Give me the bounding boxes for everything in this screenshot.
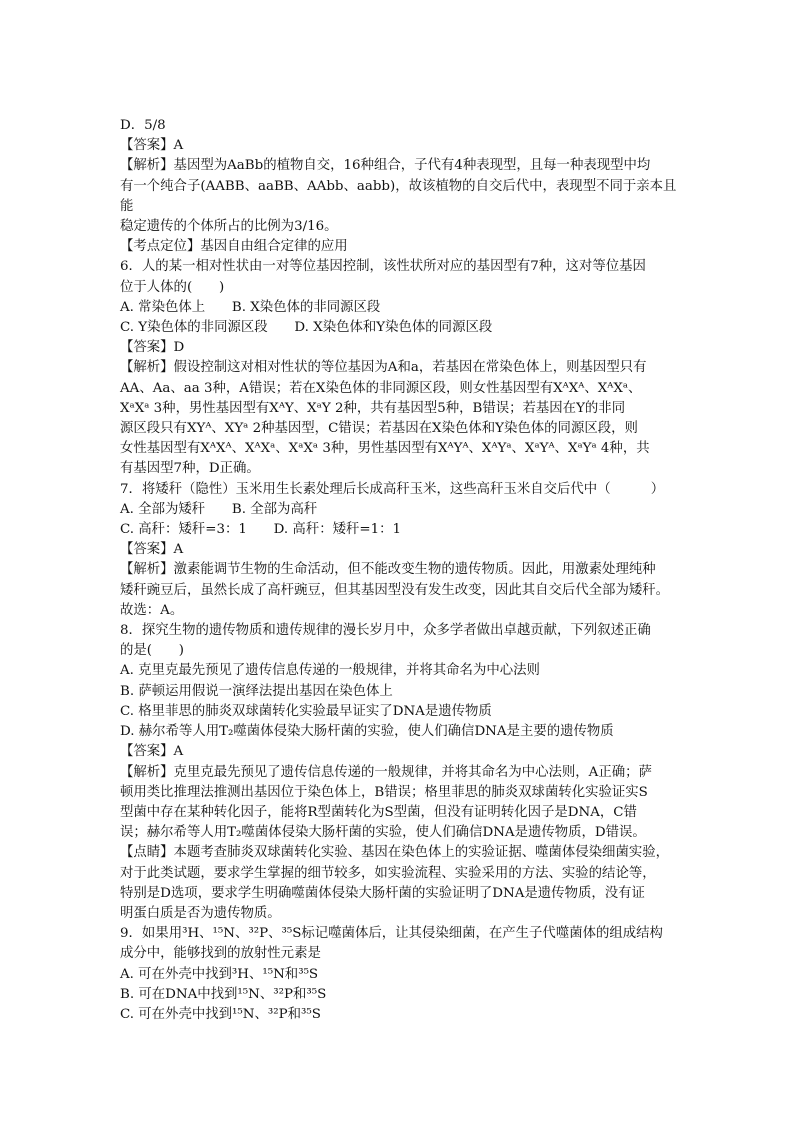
text-line: C. Y染色体的非同源区段 D. X染色体和Y染色体的同源区段 <box>120 320 493 336</box>
text-line: 成分中，能够找到的放射性元素是 <box>120 946 321 962</box>
text-line: 顿用类比推理法推测出基因位于染色体上，B错误；格里菲思的肺炎双球菌转化实验证实S <box>120 784 648 800</box>
text-line: D．5/8 <box>120 118 166 133</box>
text-line: 【答案】D <box>120 340 185 356</box>
text-line: 【考点定位】基因自由组合定律的应用 <box>120 239 348 255</box>
text-line: 【解析】假设控制这对相对性状的等位基因为A和a，若基因在常染色体上，则基因型只有 <box>120 360 647 376</box>
text-line: A. 全部为矮秆 B. 全部为高秆 <box>120 501 318 517</box>
text-line: 8．探究生物的遗传物质和遗传规律的漫长岁月中，众多学者做出卓越贡献，下列叙述正确 <box>120 623 651 639</box>
text-line: 矮秆豌豆后，虽然长成了高杆豌豆，但其基因型没有发生改变，因此其自交后代全部为矮秆。 <box>120 582 670 598</box>
text-line: B. 可在DNA中找到¹⁵N、³²P和³⁵S <box>120 986 327 1002</box>
text-line: 9．如果用³H、¹⁵N、³²P、³⁵S标记噬菌体后，让其侵染细菌，在产生子代噬菌体的组成结构 <box>120 926 663 942</box>
text-line: 稳定遗传的个体所占的比例为3/16。 <box>120 219 338 235</box>
text-line: 对于此类试题，要求学生掌握的细节较多，如实验流程、实验采用的方法、实验的结论等， <box>120 865 656 881</box>
text-line: 【解析】激素能调节生物的生命活动，但不能改变生物的遗传物质。因此，用激素处理纯种 <box>120 562 656 578</box>
text-line: D. 赫尔希等人用T₂噬菌体侵染大肠杆菌的实验，使人们确信DNA是主要的遗传物质 <box>120 724 614 740</box>
text-line: 故选：A。 <box>120 602 184 618</box>
text-line: 【答案】A <box>120 744 184 760</box>
text-line: 的是( ) <box>120 643 185 659</box>
text-line: C. 高秆：矮秆=3：1 D. 高秆：矮秆=1：1 <box>120 522 402 538</box>
text-line: 位于人体的( ) <box>120 279 225 295</box>
text-line: A. 可在外壳中找到³H、¹⁵N和³⁵S <box>120 966 319 982</box>
text-line: 有基因型7种，D正确。 <box>120 461 260 477</box>
text-line: 型菌中存在某种转化因子，能将R型菌转化为S型菌，但没有证明转化因子是DNA，C错 <box>120 804 637 820</box>
text-line: 有一个纯合子(AABB、aaBB、AAbb、aabb)，故该植物的自交后代中，表现型不同于亲本且能 <box>120 178 677 214</box>
text-line: 明蛋白质是否为遗传物质。 <box>120 905 281 921</box>
text-line: 【解析】克里克最先预见了遗传信息传递的一般规律，并将其命名为中心法则，A正确；萨 <box>120 764 652 780</box>
text-line: C. 可在外壳中找到¹⁵N、³²P和³⁵S <box>120 1006 321 1022</box>
text-line: 【解析】基因型为AaBb的植物自交，16种组合，子代有4种表现型，且每一种表现型中均 <box>120 158 651 174</box>
text-line: A. 克里克最先预见了遗传信息传递的一般规律，并将其命名为中心法则 <box>120 663 540 679</box>
text-line: 【点睛】本题考查肺炎双球菌转化实验、基因在染色体上的实验证据、噬菌体侵染细菌实验， <box>120 845 670 861</box>
text-line: 【答案】A <box>120 138 184 154</box>
text-line: XᵃXᵃ 3种，男性基因型有XᴬY、XᵃY 2种，共有基因型5种，B错误；若基因在Y的非同 <box>120 400 626 416</box>
text-line: 7．将矮秆（隐性）玉米用生长素处理后长成高秆玉米，这些高秆玉米自交后代中（ ） <box>120 481 665 497</box>
text-line: 特别是D选项，要求学生明确噬菌体侵染大肠杆菌的实验证明了DNA是遗传物质，没有证 <box>120 885 645 901</box>
text-line: AA、Aa、aa 3种，A错误；若在X染色体的非同源区段，则女性基因型有XᴬXᴬ、XᴬXᵃ、 <box>120 380 642 396</box>
document-page <box>120 116 680 1025</box>
text-line: A. 常染色体上 B. X染色体的非同源区段 <box>120 299 381 315</box>
text-line: 女性基因型有XᴬXᴬ、XᴬXᵃ、XᵃXᵃ 3种，男性基因型有XᴬYᴬ、XᴬYᵃ、XᵃYᴬ、XᵃYᵃ 4种，共 <box>120 441 650 457</box>
text-line: 【答案】A <box>120 542 184 558</box>
text-line: C. 格里菲思的肺炎双球菌转化实验最早证实了DNA是遗传物质 <box>120 703 492 719</box>
text-line: B. 萨顿运用假说一演绎法提出基因在染色体上 <box>120 683 393 699</box>
text-line: 源区段只有XYᴬ、XYᵃ 2种基因型，C错误；若基因在X染色体和Y染色体的同源区段，则 <box>120 421 638 437</box>
text-line: 误；赫尔希等人用T₂噬菌体侵染大肠杆菌的实验，使人们确信DNA是遗传物质，D错误。 <box>120 825 646 841</box>
text-line: 6．人的某一相对性状由一对等位基因控制，该性状所对应的基因型有7种，这对等位基因 <box>120 259 646 275</box>
